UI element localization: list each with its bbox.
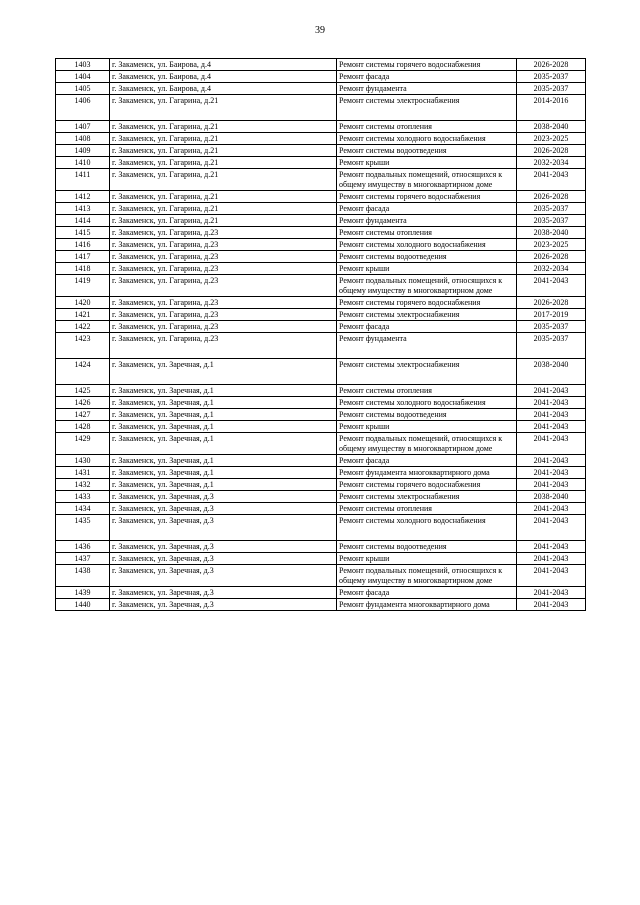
row-work-type: Ремонт подвальных помещений, относящихся к общему имуществу в многоквартирном доме: [337, 275, 517, 297]
row-number: 1418: [56, 263, 110, 275]
table-row: [56, 333, 586, 359]
row-address: г. Закаменск, ул. Гагарина, д.21: [110, 215, 337, 227]
row-period: 2035-2037: [517, 333, 586, 359]
row-address: г. Закаменск, ул. Заречная, д.1: [110, 479, 337, 491]
row-number: 1426: [56, 397, 110, 409]
row-address: г. Закаменск, ул. Заречная, д.3: [110, 503, 337, 515]
table-row: [56, 565, 586, 587]
row-number: 1421: [56, 309, 110, 321]
row-number: 1416: [56, 239, 110, 251]
row-number: 1427: [56, 409, 110, 421]
row-number: 1434: [56, 503, 110, 515]
row-period: 2035-2037: [517, 203, 586, 215]
table-row: [56, 169, 586, 191]
row-address: г. Закаменск, ул. Гагарина, д.23: [110, 297, 337, 309]
row-work-type: Ремонт фундамента: [337, 333, 517, 359]
row-work-type: Ремонт фасада: [337, 321, 517, 333]
table-row: [56, 191, 586, 203]
row-period: 2041-2043: [517, 515, 586, 541]
row-address: г. Закаменск, ул. Гагарина, д.21: [110, 95, 337, 121]
row-work-type: Ремонт системы отопления: [337, 227, 517, 239]
row-number: 1404: [56, 71, 110, 83]
row-period: 2041-2043: [517, 503, 586, 515]
row-address: г. Закаменск, ул. Гагарина, д.21: [110, 133, 337, 145]
row-number: 1430: [56, 455, 110, 467]
row-number: 1410: [56, 157, 110, 169]
row-number: 1437: [56, 553, 110, 565]
page-number: 39: [315, 25, 325, 36]
table-row: [56, 359, 586, 385]
row-period: 2026-2028: [517, 59, 586, 71]
row-work-type: Ремонт системы электроснабжения: [337, 491, 517, 503]
row-work-type: Ремонт крыши: [337, 263, 517, 275]
row-number: 1424: [56, 359, 110, 385]
row-address: г. Закаменск, ул. Гагарина, д.23: [110, 321, 337, 333]
row-address: г. Закаменск, ул. Заречная, д.3: [110, 565, 337, 587]
row-work-type: Ремонт крыши: [337, 553, 517, 565]
row-work-type: Ремонт системы водоотведения: [337, 409, 517, 421]
row-address: г. Закаменск, ул. Заречная, д.1: [110, 433, 337, 455]
row-period: 2023-2025: [517, 239, 586, 251]
row-period: 2038-2040: [517, 121, 586, 133]
row-address: г. Закаменск, ул. Заречная, д.1: [110, 385, 337, 397]
row-period: 2041-2043: [517, 169, 586, 191]
row-address: г. Закаменск, ул. Гагарина, д.23: [110, 275, 337, 297]
row-work-type: Ремонт системы водоотведения: [337, 251, 517, 263]
row-work-type: Ремонт фасада: [337, 587, 517, 599]
row-period: 2026-2028: [517, 251, 586, 263]
row-number: 1403: [56, 59, 110, 71]
table-row: [56, 227, 586, 239]
table-row: [56, 275, 586, 297]
row-address: г. Закаменск, ул. Баирова, д.4: [110, 59, 337, 71]
row-address: г. Закаменск, ул. Баирова, д.4: [110, 83, 337, 95]
row-work-type: Ремонт системы холодного водоснабжения: [337, 397, 517, 409]
table-row: [56, 203, 586, 215]
row-number: 1407: [56, 121, 110, 133]
row-number: 1429: [56, 433, 110, 455]
table-row: [56, 309, 586, 321]
row-address: г. Закаменск, ул. Гагарина, д.23: [110, 251, 337, 263]
row-work-type: Ремонт системы холодного водоснабжения: [337, 239, 517, 251]
row-period: 2017-2019: [517, 309, 586, 321]
row-address: г. Закаменск, ул. Гагарина, д.23: [110, 309, 337, 321]
table-row: [56, 321, 586, 333]
table-row: [56, 491, 586, 503]
row-address: г. Закаменск, ул. Заречная, д.1: [110, 467, 337, 479]
row-period: 2026-2028: [517, 191, 586, 203]
table-row: [56, 251, 586, 263]
row-number: 1419: [56, 275, 110, 297]
row-period: 2038-2040: [517, 359, 586, 385]
table-row: [56, 433, 586, 455]
row-address: г. Закаменск, ул. Гагарина, д.21: [110, 169, 337, 191]
row-work-type: Ремонт фасада: [337, 455, 517, 467]
row-period: 2041-2043: [517, 455, 586, 467]
row-number: 1436: [56, 541, 110, 553]
row-period: 2038-2040: [517, 227, 586, 239]
row-number: 1411: [56, 169, 110, 191]
row-number: 1414: [56, 215, 110, 227]
row-work-type: Ремонт крыши: [337, 157, 517, 169]
table-row: [56, 59, 586, 71]
row-period: 2041-2043: [517, 467, 586, 479]
row-period: 2041-2043: [517, 433, 586, 455]
row-work-type: Ремонт системы электроснабжения: [337, 309, 517, 321]
row-period: 2041-2043: [517, 541, 586, 553]
table-row: [56, 409, 586, 421]
table-row: [56, 95, 586, 121]
row-period: 2041-2043: [517, 385, 586, 397]
row-number: 1432: [56, 479, 110, 491]
table-row: [56, 515, 586, 541]
table-row: [56, 239, 586, 251]
table-row: [56, 133, 586, 145]
row-address: г. Закаменск, ул. Гагарина, д.21: [110, 145, 337, 157]
table-row: [56, 421, 586, 433]
row-period: 2035-2037: [517, 321, 586, 333]
row-work-type: Ремонт системы холодного водоснабжения: [337, 515, 517, 541]
row-address: г. Закаменск, ул. Гагарина, д.23: [110, 263, 337, 275]
table-body: [56, 59, 586, 611]
row-work-type: Ремонт подвальных помещений, относящихся к общему имуществу в многоквартирном доме: [337, 433, 517, 455]
row-period: 2032-2034: [517, 263, 586, 275]
table-row: [56, 263, 586, 275]
row-address: г. Закаменск, ул. Заречная, д.3: [110, 541, 337, 553]
row-period: 2023-2025: [517, 133, 586, 145]
row-address: г. Закаменск, ул. Заречная, д.3: [110, 553, 337, 565]
row-address: г. Закаменск, ул. Баирова, д.4: [110, 71, 337, 83]
row-number: 1413: [56, 203, 110, 215]
row-work-type: Ремонт системы горячего водоснабжения: [337, 59, 517, 71]
row-number: 1408: [56, 133, 110, 145]
table-row: [56, 455, 586, 467]
row-period: 2041-2043: [517, 479, 586, 491]
row-address: г. Закаменск, ул. Гагарина, д.21: [110, 157, 337, 169]
row-work-type: Ремонт системы отопления: [337, 385, 517, 397]
row-work-type: Ремонт системы отопления: [337, 121, 517, 133]
row-address: г. Закаменск, ул. Заречная, д.3: [110, 599, 337, 611]
repair-schedule-table: [55, 58, 586, 611]
row-number: 1438: [56, 565, 110, 587]
row-work-type: Ремонт фундамента: [337, 215, 517, 227]
row-period: 2035-2037: [517, 71, 586, 83]
table-row: [56, 541, 586, 553]
row-number: 1406: [56, 95, 110, 121]
row-period: 2032-2034: [517, 157, 586, 169]
row-work-type: Ремонт фундамента многоквартирного дома: [337, 467, 517, 479]
row-period: 2041-2043: [517, 421, 586, 433]
row-period: 2035-2037: [517, 83, 586, 95]
row-period: 2041-2043: [517, 599, 586, 611]
row-work-type: Ремонт системы горячего водоснабжения: [337, 297, 517, 309]
row-address: г. Закаменск, ул. Гагарина, д.23: [110, 333, 337, 359]
table-row: [56, 599, 586, 611]
row-number: 1420: [56, 297, 110, 309]
row-work-type: Ремонт фасада: [337, 71, 517, 83]
row-work-type: Ремонт системы электроснабжения: [337, 359, 517, 385]
row-work-type: Ремонт системы водоотведения: [337, 145, 517, 157]
row-period: 2041-2043: [517, 409, 586, 421]
table-row: [56, 587, 586, 599]
table-row: [56, 503, 586, 515]
row-number: 1409: [56, 145, 110, 157]
row-address: г. Закаменск, ул. Заречная, д.1: [110, 409, 337, 421]
row-period: 2041-2043: [517, 587, 586, 599]
row-period: 2026-2028: [517, 297, 586, 309]
table-row: [56, 479, 586, 491]
row-work-type: Ремонт фасада: [337, 203, 517, 215]
row-address: г. Закаменск, ул. Заречная, д.1: [110, 421, 337, 433]
table-row: [56, 397, 586, 409]
row-period: 2026-2028: [517, 145, 586, 157]
row-period: 2035-2037: [517, 215, 586, 227]
row-number: 1428: [56, 421, 110, 433]
row-number: 1435: [56, 515, 110, 541]
row-work-type: Ремонт системы электроснабжения: [337, 95, 517, 121]
row-period: 2041-2043: [517, 553, 586, 565]
row-number: 1439: [56, 587, 110, 599]
table-row: [56, 385, 586, 397]
row-period: 2038-2040: [517, 491, 586, 503]
row-address: г. Закаменск, ул. Гагарина, д.21: [110, 191, 337, 203]
row-number: 1405: [56, 83, 110, 95]
row-address: г. Закаменск, ул. Заречная, д.3: [110, 515, 337, 541]
row-work-type: Ремонт подвальных помещений, относящихся к общему имуществу в многоквартирном доме: [337, 565, 517, 587]
row-address: г. Закаменск, ул. Заречная, д.1: [110, 455, 337, 467]
row-work-type: Ремонт системы холодного водоснабжения: [337, 133, 517, 145]
row-address: г. Закаменск, ул. Гагарина, д.21: [110, 203, 337, 215]
row-address: г. Закаменск, ул. Гагарина, д.21: [110, 121, 337, 133]
row-number: 1431: [56, 467, 110, 479]
table-row: [56, 467, 586, 479]
row-address: г. Закаменск, ул. Гагарина, д.23: [110, 227, 337, 239]
table-row: [56, 71, 586, 83]
row-period: 2041-2043: [517, 275, 586, 297]
table-row: [56, 297, 586, 309]
row-address: г. Закаменск, ул. Гагарина, д.23: [110, 239, 337, 251]
row-number: 1440: [56, 599, 110, 611]
row-address: г. Закаменск, ул. Заречная, д.3: [110, 587, 337, 599]
row-work-type: Ремонт системы горячего водоснабжения: [337, 479, 517, 491]
row-number: 1433: [56, 491, 110, 503]
table-row: [56, 157, 586, 169]
row-number: 1422: [56, 321, 110, 333]
row-work-type: Ремонт фундамента: [337, 83, 517, 95]
table-row: [56, 145, 586, 157]
row-period: 2041-2043: [517, 565, 586, 587]
table-row: [56, 83, 586, 95]
row-work-type: Ремонт подвальных помещений, относящихся к общему имуществу в многоквартирном доме: [337, 169, 517, 191]
row-number: 1417: [56, 251, 110, 263]
table-row: [56, 121, 586, 133]
row-period: 2014-2016: [517, 95, 586, 121]
row-work-type: Ремонт фундамента многоквартирного дома: [337, 599, 517, 611]
row-number: 1425: [56, 385, 110, 397]
row-work-type: Ремонт системы отопления: [337, 503, 517, 515]
row-number: 1412: [56, 191, 110, 203]
row-work-type: Ремонт системы водоотведения: [337, 541, 517, 553]
row-number: 1415: [56, 227, 110, 239]
table-row: [56, 553, 586, 565]
row-work-type: Ремонт крыши: [337, 421, 517, 433]
row-number: 1423: [56, 333, 110, 359]
row-address: г. Закаменск, ул. Заречная, д.1: [110, 359, 337, 385]
row-address: г. Закаменск, ул. Заречная, д.1: [110, 397, 337, 409]
row-period: 2041-2043: [517, 397, 586, 409]
row-address: г. Закаменск, ул. Заречная, д.3: [110, 491, 337, 503]
table-row: [56, 215, 586, 227]
row-work-type: Ремонт системы горячего водоснабжения: [337, 191, 517, 203]
